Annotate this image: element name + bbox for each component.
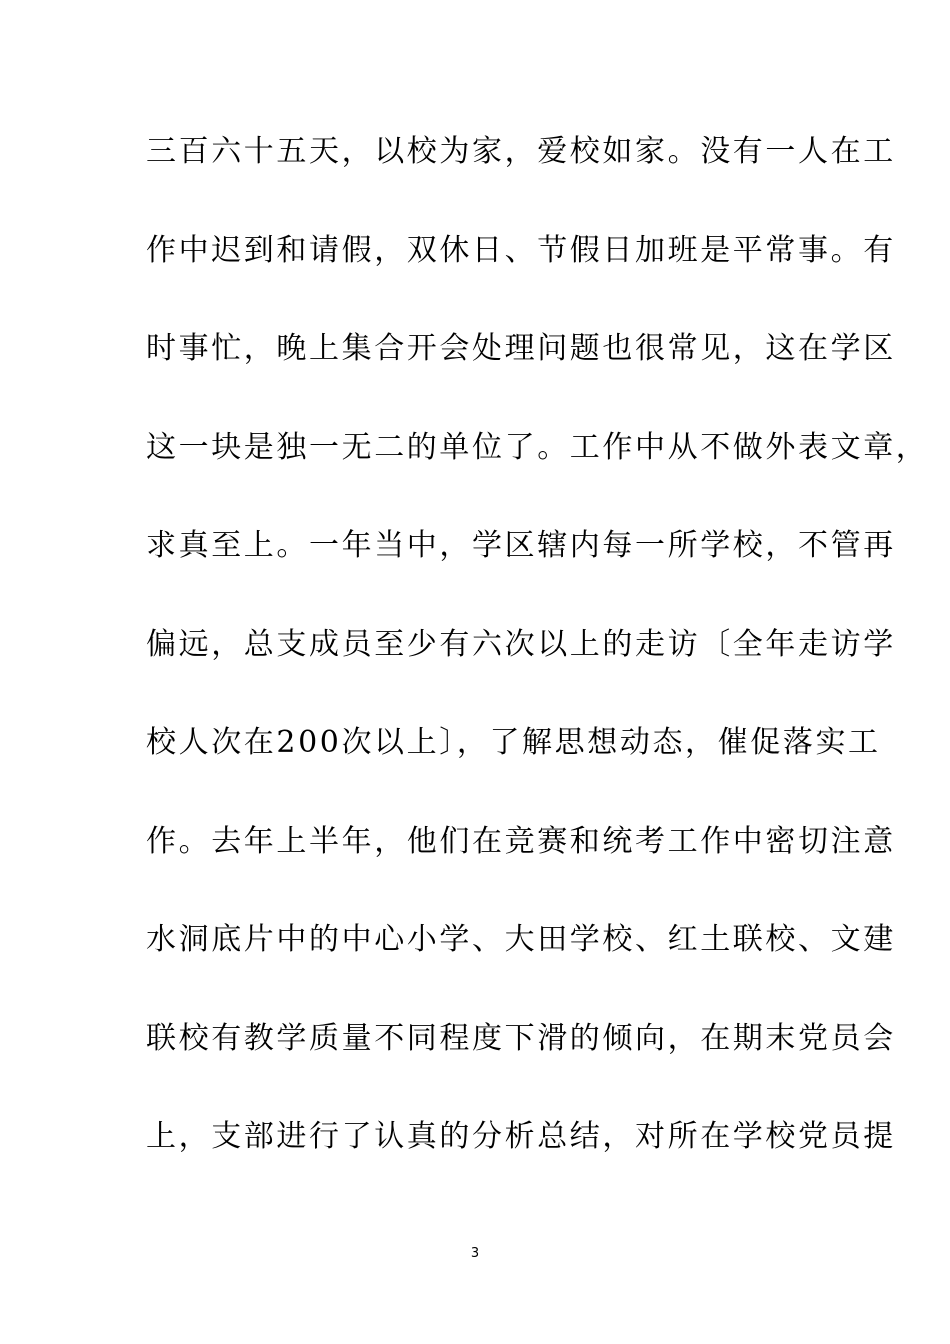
- text-line: 作。去年上半年，他们在竞赛和统考工作中密切注意: [146, 823, 896, 859]
- text-line: 联校有教学质量不同程度下滑的倾向，在期末党员会: [146, 1020, 896, 1056]
- text-line: 上，支部进行了认真的分析总结，对所在学校党员提: [146, 1119, 896, 1154]
- text-line: 时事忙，晚上集合开会处理问题也很常见，这在学区: [146, 331, 896, 366]
- text-line: 校人次在200次以上〕，了解思想动态，催促落实工: [146, 725, 881, 760]
- text-line: 求真至上。一年当中，学区辖内每一所学校，不管再: [146, 528, 896, 563]
- body-text: [146, 126, 929, 1210]
- text-line: 水洞底片中的中心小学、大田学校、红土联校、文建: [146, 922, 896, 957]
- text-line: 三百六十五天，以校为家，爱校如家。没有一人在工: [146, 134, 896, 169]
- text-line: 这一块是独一无二的单位了。工作中从不做外表文章，: [146, 429, 929, 465]
- text-line: 偏远，总支成员至少有六次以上的走访〔全年走访学: [146, 626, 896, 662]
- text-line: 作中迟到和请假，双休日、节假日加班是平常事。有: [146, 232, 896, 268]
- page-number: 3: [470, 1246, 480, 1261]
